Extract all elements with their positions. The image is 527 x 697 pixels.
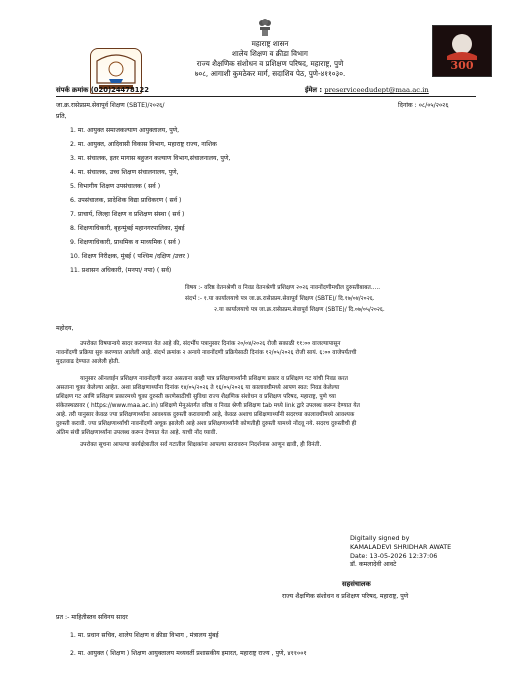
recipient-item: 3. मा. संचालक, इतर मागास बहुजन कल्याण विभाग,संचालनालय, पुणे,	[70, 155, 231, 162]
salutation: महोदय,	[56, 325, 74, 332]
signatory-org: राज्य शैक्षणिक संशोधन व प्रशिक्षण परिषद, महाराष्ट्र, पुणे	[282, 593, 409, 600]
header-line4: ७०८, आगाशी कुमठेकर मार्ग, सदाशिव पेठ, पुणे-४११०३०.	[194, 69, 346, 78]
phone-number: (020)24478122	[90, 86, 149, 94]
recipient-item: 2. मा. आयुक्त, आदिवासी विकास विभाग, महाराष्ट्र राज्य, नाशिक	[70, 141, 217, 148]
prati-label: प्रति,	[56, 113, 67, 120]
phone-label: संपर्क क्रमांक	[56, 86, 89, 94]
paragraph-line: आहे. तरी यानुसार केवळ ज्या प्रशिक्षणार्थ्यांना आवश्यक दुरुस्ती करावयाची आहे, केवळ अशाच प्रशिक्षणार्थ्यांनी सदरच्या कालावधीमध्ये आवश्यक	[56, 412, 355, 418]
recipient-item: 8. शिक्षणाधिकारी, बृहन्मुंबई महानगरपालिका, मुंबई	[70, 225, 185, 232]
paragraph-line: अंतिम संधी प्रशिक्षणार्थ्यांना उपलब्ध करून देण्यात येत आहे. याची नोंद घ्यावी.	[56, 430, 218, 436]
paragraph-line: संकेतस्थळावर ( https://www.maa.ac.in) प्रशिक्षणे मेनूअंतर्गत वरिष्ठ व निवड श्रेणी प्रशिक्षण tab मध्ये link द्वारे उपलब्ध करून देण्यात येत	[56, 403, 360, 409]
recipient-item: 6. उपसंचालक, प्रादेशिक विद्या प्राधिकरण ( सर्व )	[70, 197, 182, 204]
anniversary-logo	[432, 25, 492, 77]
cc-label: प्रत :- माहितीस्तव सविनय सादर	[56, 614, 128, 621]
subject-line: विषय :- वरिष्ठ वेतनश्रेणी व निवड वेतनश्रेणी प्रशिक्षण २०२६ नावनोंदणीमधील दुरुस्तीबाबत.....	[185, 285, 381, 291]
paragraph-line: यानुसार ऑनलाईन प्रशिक्षण नावनोंदणी करत असताना काही पात्र प्रशिक्षणार्थ्यांनी प्रशिक्षण प्रकार व प्रशिक्षण गट यांची निवड करत	[80, 376, 348, 382]
paragraph-line: मुदतवाढ देण्यात आलेली होती.	[56, 359, 120, 365]
header-line3: राज्य शैक्षणिक संशोधन व प्रशिक्षण परिषद, महाराष्ट्र, पुणे	[196, 59, 344, 68]
email-label: ईमेल :	[305, 86, 323, 94]
header-line1: महाराष्ट्र शासन	[251, 39, 289, 48]
header-divider	[56, 96, 476, 97]
anniversary-logo-number: 300	[450, 59, 474, 72]
paragraph-line: प्रशिक्षण गट आणि प्रशिक्षण प्रकारमध्ये चुका दुरुस्ती करणेसाठीची सुविधा राज्य शैक्षणिक संशोधन व प्रशिक्षण परिषद, महाराष्ट्र, पुणे च्या	[56, 394, 336, 400]
cc-item: 1. मा. प्रधान सचिव, शालेय शिक्षण व क्रीडा विभाग , मंत्रालय मुंबई	[70, 632, 219, 639]
recipient-item: 11. प्रशासन अधिकारी, (मनपा/ नपा) ( सर्व)	[70, 267, 172, 274]
reference-2: २.या कार्यालयाचे पत्र जा.क्र.रासेप्रप्रम.सेवापूर्व शिक्षण (SBTE)/ दि.०७/०५/२०२६.	[214, 307, 385, 313]
national-emblem-icon	[258, 18, 272, 38]
recipient-item: 7. प्राचार्य, जिल्हा शिक्षण व प्रशिक्षण संस्था ( सर्व )	[70, 211, 185, 218]
paragraph-line: नावनोंदणी प्रक्रिया सुरु करण्यात आलेली आहे. संदर्भ क्रमांक २ अन्वये नावनोंदणी प्रक्रियेसाठी दिनांक १२/०५/२०२६ रोजी सायं. ६:०० वाजेपर्यंतची	[56, 350, 357, 356]
paragraph-line: दुरुस्ती करावी. ज्या प्रशिक्षणार्थ्यांची नावनोंदणी अचूक झालेली आहे अशा प्रशिक्षणार्थ्यांनी कोणतीही दुरुस्ती यामध्ये नोंदवू नये. सदरच दुरुस्तीची ही	[56, 421, 357, 427]
signatory-name: डॉ. कमलादेवी आवटे	[350, 561, 397, 568]
cc-item: 2. मा. आयुक्त ( शिक्षण ) शिक्षण आयुक्तालय मध्यवर्ती प्रशासकीय इमारत, महाराष्ट्र राज्य , पुणे, ४११००१	[70, 650, 307, 657]
recipient-item: 1. मा. आयुक्त समाजकल्याण आयुक्तालय, पुणे,	[70, 127, 180, 134]
letter-date: दिनांक : ०८/०५/२०२६	[398, 102, 449, 109]
recipient-item: 9. शिक्षणाधिकारी, प्राथमिक व माध्यमिक ( सर्व )	[70, 239, 181, 246]
signatory-designation: सहसंचालक	[342, 580, 371, 588]
digital-sign-date: Date: 13-05-2026 12:37:06	[350, 552, 438, 560]
recipient-item: 5. विभागीय शिक्षण उपसंचालक ( सर्व )	[70, 183, 161, 190]
paragraph-line: उपरोक्त सूचना आपल्या कार्यक्षेत्रातील सर्व गटातील शिक्षकांना आपल्या स्तरावरुन निदर्शनास आणून द्यावी, ही विनंती.	[80, 442, 322, 448]
paragraph-line: उपरोक्त विषयान्वये सादर करण्यात येत आहे की, संदर्भीय पत्रानुसार दिनांक २०/०४/२०२६ रोजी सकाळी ११:०० वाजल्यापासून	[80, 341, 341, 347]
email-link[interactable]: preserviceedudept@maa.ac.in	[324, 86, 429, 94]
recipient-item: 10. शिक्षण निरीक्षक, मुंबई ( पश्चिम /दक्षिण /उत्तर )	[70, 253, 190, 260]
digital-sign-line1: Digitally signed by	[350, 534, 410, 542]
paragraph-line: असताना चुका केलेल्या आहेत. अशा प्रशिक्षणार्थ्यांना दिनांक १४/०५/२०२६ ते १६/०५/२०२६ या कालावधीमध्ये आपण स्वत: निवड केलेल्या	[56, 385, 340, 391]
recipient-item: 4. मा. संचालक, उच्च शिक्षण संचालनालय, पुणे,	[70, 169, 179, 176]
reference-number: जा.क्र.रासेप्रप्रम.सेवापूर्व शिक्षण (SBTE)/२०२६/	[56, 102, 165, 109]
digital-sign-line2: KAMALADEVI SHRIDHAR AWATE	[350, 543, 452, 551]
reference-1: संदर्भ :- १.या कार्यालयाचे पत्र जा.क्र.रासेप्रप्रम.सेवापूर्व शिक्षण (SBTE)/ दि.१७/०४/२०२६.	[185, 296, 375, 302]
header-line2: शालेय शिक्षण व क्रीडा विभाग	[232, 49, 308, 58]
